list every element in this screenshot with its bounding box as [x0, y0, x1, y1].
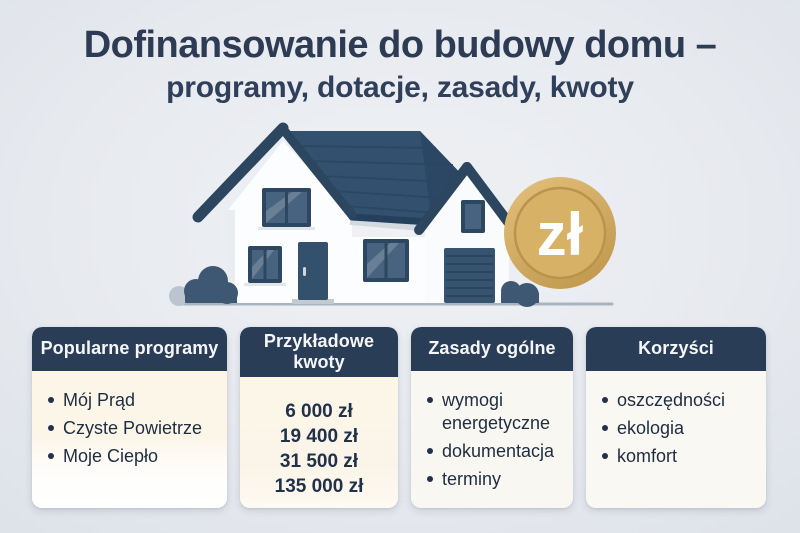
amount-value: 19 400 zł [279, 426, 359, 448]
bullet-icon [427, 476, 433, 482]
list-item-label: ekologia [617, 418, 685, 439]
front-door [292, 242, 334, 304]
list-item-label: Mój Prąd [63, 390, 136, 410]
list-item [46, 417, 221, 440]
page-title [0, 24, 800, 106]
card-benefits-header: Korzyści [586, 327, 766, 371]
amount-value: 31 500 zł [279, 451, 359, 473]
list-item [46, 445, 221, 468]
card-popular-programs-body [32, 371, 227, 508]
card-benefits-body [586, 371, 766, 508]
bullet-icon [48, 397, 54, 403]
card-general-rules-header: Zasady ogólne [411, 327, 573, 371]
card-example-amounts [240, 327, 398, 508]
amount-value: 6 000 zł [285, 401, 353, 423]
list-item-label: oszczędności [617, 390, 726, 410]
card-general-rules [411, 327, 573, 508]
bullet-icon [427, 397, 433, 403]
garage-window [461, 200, 485, 233]
info-cards-row [32, 327, 766, 508]
list-item-label: Czyste Powietrze [63, 418, 203, 439]
card-general-rules-body [411, 371, 573, 508]
bullet-icon [427, 448, 433, 454]
list-item [425, 440, 567, 463]
card-benefits [586, 327, 766, 508]
list-item [600, 389, 760, 412]
list-item-label: Moje Ciepło [63, 446, 159, 467]
bullet-icon [602, 397, 608, 403]
title-line-2: programy, dotacje, zasady, kwoty [166, 70, 634, 104]
bullet-icon [48, 425, 54, 431]
list-item-label: komfort [617, 446, 678, 467]
list-item [425, 468, 567, 491]
card-popular-programs [32, 327, 227, 508]
card-example-amounts-body [240, 377, 398, 508]
bullet-icon [48, 453, 54, 459]
card-example-amounts-header: Przykładowe kwoty [240, 327, 398, 377]
coin-currency-label: zł [536, 201, 584, 268]
list-item-label: wymogi energetyczne [442, 390, 551, 434]
list-item [600, 445, 760, 468]
title-line-1: Dofinansowanie do budowy domu – [83, 24, 717, 66]
bullet-icon [602, 425, 608, 431]
bullet-icon [602, 453, 608, 459]
window-central [363, 239, 409, 282]
list-item [600, 417, 760, 440]
list-item-label: terminy [442, 469, 502, 490]
amount-value: 135 000 zł [274, 476, 364, 498]
card-popular-programs-header: Popularne programy [32, 327, 227, 371]
window-upper [258, 188, 315, 230]
window-lower-left [244, 246, 286, 286]
list-item [46, 389, 221, 412]
list-item-label: dokumentacja [442, 441, 555, 462]
garage-door [444, 248, 495, 303]
list-item [425, 389, 567, 435]
house-illustration [0, 115, 800, 315]
zloty-coin-icon [504, 177, 616, 289]
